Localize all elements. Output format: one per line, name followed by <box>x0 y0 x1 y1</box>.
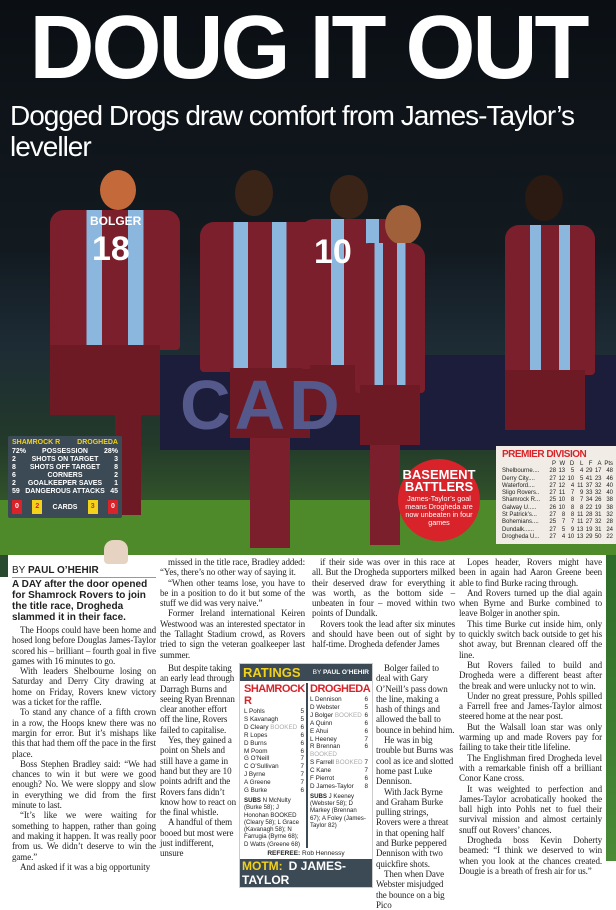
player-rating <box>244 748 304 756</box>
article-paragraph: Boss Stephen Bradley said: “We had chances to win it but were we good enough? No. We were sloppy and slow in everything we did from the first minute to last. <box>12 758 156 811</box>
player-name-text: R Brennan <box>310 743 341 751</box>
table-row <box>502 490 613 497</box>
article-paragraph: But the Walsall loan star was only warming up and made Rovers pay for failing to take their title lifeline. <box>459 721 602 753</box>
article-paragraph: “It’s like we were waiting for something to happen, rather than going and making it happen. It was really poor from us. We didn’t deserve to win the game.” <box>12 810 156 862</box>
table-cell: 38 <box>606 504 613 511</box>
shirt-number: 10 <box>314 233 352 271</box>
table-cell: 31 <box>594 512 602 519</box>
player-name <box>244 763 279 771</box>
player-rating <box>310 696 368 704</box>
stats-away-team: DROGHEDA <box>77 439 118 446</box>
booked-label: BOOKED <box>310 751 337 759</box>
article-column-3 <box>376 663 455 910</box>
stat-home: 2 <box>12 480 16 487</box>
player-name-text: R Lopes <box>244 731 268 739</box>
motm-name: D JAMES-TAYLOR <box>242 859 346 888</box>
player-score: 6 <box>364 775 368 783</box>
player-ratings-box <box>239 663 373 888</box>
player-rating <box>244 708 304 716</box>
player-rating <box>310 720 368 728</box>
table-cell: 27 <box>585 519 593 526</box>
player-name <box>244 724 297 732</box>
stat-away: 1 <box>114 480 118 487</box>
table-cell: 27 <box>549 490 557 497</box>
table-cell: 10 <box>567 533 575 540</box>
home-subs: N McNulty (Burke 58); J Honohan BOOKED (Cleary 58); L Grace (Kavanagh 58); N Farrugia (Byrne 68); D Watts (Greene 68) <box>244 796 300 848</box>
stat-home: 2 <box>12 456 16 463</box>
table-cell: Galway U..... <box>502 504 537 511</box>
table-header-cell: D <box>569 461 575 467</box>
player-rating <box>244 779 304 787</box>
table-row <box>502 476 613 483</box>
player-score: 6 <box>300 723 304 731</box>
table-cell: 25 <box>549 519 557 526</box>
table-cell: 10 <box>567 475 575 482</box>
table-cell: 27 <box>549 512 557 519</box>
cards-row <box>12 500 118 514</box>
player-name <box>244 787 267 795</box>
player-score: 7 <box>364 767 368 775</box>
table-cell: 33 <box>585 490 593 497</box>
article-column-2 <box>160 663 236 859</box>
player-score: 7 <box>364 735 368 743</box>
player-rating <box>310 728 368 736</box>
cards-label: CARDS <box>52 503 78 511</box>
player-rating <box>310 712 368 720</box>
player-score: 7 <box>300 779 304 787</box>
table-cell: 23 <box>594 475 602 482</box>
player-score: 6 <box>364 711 368 719</box>
table-cell: 19 <box>594 504 602 511</box>
player-name <box>310 696 342 704</box>
article-paragraph: This time Burke cut inside him, only to quickly switch back outside to get his shot away, but Brennan cleared off the line. <box>459 618 602 660</box>
player-name-text: L Dennison <box>310 695 342 703</box>
player-name-text: A Greene <box>244 779 271 787</box>
table-cell: Drogheda U... <box>502 533 540 540</box>
player-score: 7 <box>300 763 304 771</box>
table-cell: Waterford.... <box>502 482 535 489</box>
badge-title: BASEMENT BATTLERS <box>402 467 476 494</box>
table-cell: 9 <box>580 490 584 497</box>
subs-label: SUBS <box>310 792 327 800</box>
table-row <box>502 512 613 519</box>
table-cell: 27 <box>549 533 557 540</box>
article-paragraph: And asked if it was a big opportunity <box>20 861 151 872</box>
table-cell: 48 <box>606 468 613 475</box>
home-team-name: SHAMROCK R <box>244 682 305 707</box>
table-cell: 26 <box>549 504 557 511</box>
player-name <box>310 743 362 759</box>
adjacent-page-edge <box>606 555 616 861</box>
stat-label: SHOTS ON TARGET <box>31 456 99 463</box>
league-table-title: PREMIER DIVISION <box>502 449 587 460</box>
stat-label: POSSESSION <box>42 448 88 455</box>
player-name <box>310 767 331 775</box>
yellow-card-icon: 2 <box>32 500 42 514</box>
table-cell: 13 <box>576 533 584 540</box>
player-name-text: G Burke <box>244 787 268 795</box>
away-team-name: DROGHEDA <box>310 682 371 695</box>
table-row <box>502 497 613 504</box>
player-score: 7 <box>300 771 304 779</box>
table-cell: 29 <box>585 533 593 540</box>
stat-home: 8 <box>12 464 16 471</box>
table-cell: 10 <box>558 504 566 511</box>
player-name-text: C Kane <box>310 767 332 775</box>
match-stats-panel <box>8 436 122 518</box>
article-paragraph: But despite taking an early lead through Darragh Burns and seeing Ryan Brennan clear another effort off the line, Rovers failed to capitalise. <box>160 662 235 735</box>
motm-label: MOTM: <box>242 859 283 874</box>
article-paragraph: if their side was over in this race at all. But the Drogheda supporters milked their deserved draw for everything it was worth, as the bottom side – unbeaten in four – moved within two points of Dundalk. <box>312 557 455 619</box>
article-paragraph: A handful of them booed but most were just indifferent, unsure <box>160 817 234 859</box>
table-cell: 19 <box>585 526 593 533</box>
table-row <box>502 534 613 541</box>
player-name <box>244 708 265 716</box>
article-paragraph: But Rovers failed to build and Drogheda were a different beast after the break and were unlucky not to win. <box>459 659 602 691</box>
player-rating <box>310 704 368 712</box>
player-score: 6 <box>300 747 304 755</box>
stat-row <box>12 480 118 488</box>
ratings-author: PAUL O’HEHIR <box>323 668 369 676</box>
table-row <box>502 519 613 526</box>
table-cell: 7 <box>561 519 566 526</box>
player-name-text: L Pohls <box>244 707 265 715</box>
article-paragraph: Then when Dave Webster misjudged the bounce on a big Pico <box>376 868 445 910</box>
badge-text: James-Taylor’s goal means Drogheda are now unbeaten in four games <box>405 494 473 527</box>
man-of-the-match <box>240 859 372 887</box>
table-cell: 5 <box>580 475 584 482</box>
player-score: 6 <box>364 743 368 751</box>
player-score: 6 <box>300 787 304 795</box>
author-photo <box>104 540 128 564</box>
stat-home: 59 <box>12 488 20 495</box>
table-cell: 27 <box>549 482 557 489</box>
table-cell: 13 <box>558 468 566 475</box>
booked-label: BOOKED <box>335 759 363 767</box>
player-name-text: J Byrne <box>244 771 266 779</box>
table-cell: 8 <box>570 504 575 511</box>
player-name <box>244 779 271 787</box>
table-cell: 5 <box>561 526 566 533</box>
stat-row <box>12 488 118 496</box>
byline <box>12 565 156 578</box>
table-cell: 32 <box>594 490 602 497</box>
player-name-text: D Webster <box>310 703 340 711</box>
player-score: 5 <box>364 703 368 711</box>
adjacent-page-edge <box>0 555 8 577</box>
table-cell: 9 <box>570 526 575 533</box>
table-cell: 8 <box>570 512 575 519</box>
table-cell: 7 <box>570 519 575 526</box>
table-cell: 28 <box>585 512 593 519</box>
table-header-cell: A <box>597 461 602 467</box>
headline: DOUG IT OUT <box>29 0 587 98</box>
player-score: 7 <box>300 755 304 763</box>
table-cell: St Patrick’s... <box>502 512 537 519</box>
player-name-text: D Burns <box>244 739 267 747</box>
away-ratings <box>306 683 370 848</box>
referee-name: Rob Hennessy <box>302 850 345 858</box>
player-score: 5 <box>300 715 304 723</box>
article-paragraph: Bolger failed to deal with Gary O’Neill’s pass down the line, making a hash of things and allowed the ball to bounce in behind him. <box>376 662 455 735</box>
table-cell: 40 <box>606 482 613 489</box>
table-cell: 50 <box>594 533 602 540</box>
table-cell: 11 <box>577 512 584 519</box>
article-paragraph: missed in the title race, Bradley added: “Yes, there’s no other way of saying it. <box>160 557 305 578</box>
stat-label: GOALKEEPER SAVES <box>27 480 103 487</box>
player-score: 6 <box>364 695 368 703</box>
stat-away: 2 <box>114 472 118 479</box>
article-paragraph: “When other teams lose, you have to be in a position to do it but some of the stuff we did was very naive.” <box>160 577 305 609</box>
player-rating <box>244 755 304 763</box>
table-cell: 11 <box>577 519 584 526</box>
player-name <box>244 740 267 748</box>
player-name <box>310 775 334 783</box>
stat-row <box>12 448 118 456</box>
player-name <box>310 728 328 736</box>
article-column-3-top <box>312 557 455 650</box>
table-cell: 28 <box>606 519 613 526</box>
article-paragraph: The Hoops could have been home and hosed long before Douglas James-Taylor scored his – brilliant – fourth goal in five games with 16 minutes to go. <box>12 625 156 666</box>
table-cell: Shelbourne.... <box>502 468 540 475</box>
player-name-text: F Pierrot <box>310 775 335 783</box>
table-cell: Shamrock R... <box>502 497 541 504</box>
stat-home: 72% <box>12 448 27 455</box>
table-cell: Derry City.... <box>502 475 535 482</box>
article-paragraph: Rovers took the lead after six minutes and should have been out of sight by half-time. Drogheda defender James <box>312 618 455 650</box>
player-name <box>244 748 267 756</box>
table-header-cell: F <box>588 461 593 467</box>
table-cell: 27 <box>549 475 557 482</box>
player-rating <box>310 736 368 744</box>
player-rating <box>244 763 304 771</box>
byline-author: PAUL O’HEHIR <box>27 565 99 576</box>
table-cell: Bohemians.... <box>502 519 539 526</box>
away-subs: J Keeney (Webster 58); D Markey (Brennan 67); A Foley (James-Taylor 82) <box>310 792 366 830</box>
table-header-row <box>502 461 613 468</box>
hoarding-text: CAD <box>180 366 344 444</box>
player-rating <box>310 759 368 767</box>
stat-row <box>12 456 118 464</box>
table-cell: 40 <box>606 490 613 497</box>
basement-battlers-badge <box>398 459 480 541</box>
home-ratings <box>242 683 306 848</box>
shirt-name: BOLGER <box>90 214 142 228</box>
table-cell: 24 <box>606 526 613 533</box>
table-header-cell: P <box>552 461 557 467</box>
byline-prefix: BY <box>12 565 26 576</box>
red-card-icon: 0 <box>12 500 22 514</box>
table-cell: 32 <box>594 519 602 526</box>
table-cell: 7 <box>580 497 584 504</box>
table-header-cell <box>502 461 547 468</box>
table-cell: 13 <box>576 526 584 533</box>
booked-label: BOOKED <box>334 711 362 719</box>
table-cell: 4 <box>561 533 566 540</box>
table-row <box>502 483 613 490</box>
table-cell: 26 <box>594 497 602 504</box>
table-cell: 4 <box>580 468 584 475</box>
article-column-1 <box>12 579 156 872</box>
table-cell: 12 <box>558 482 566 489</box>
article-paragraph: He was in big trouble but Burns was cool as ice and slotted home past Luke Dennison. <box>376 735 454 787</box>
player-rating <box>244 787 304 795</box>
table-cell: 10 <box>558 497 566 504</box>
table-cell: 37 <box>585 482 593 489</box>
table-cell: 28 <box>549 468 557 475</box>
stat-away: 45 <box>110 488 118 495</box>
player-name <box>244 771 265 779</box>
player-name <box>310 783 354 791</box>
article-paragraph: With Jack Byrne and Graham Burke pulling strings, Rovers were a threat in that opening half and Burke peppered Dennison with two quickfire shots. <box>376 786 449 869</box>
player-name-text: D James-Taylor <box>310 782 354 790</box>
article-middle-region <box>160 557 455 910</box>
table-cell: 31 <box>594 526 602 533</box>
table-row <box>502 505 613 512</box>
player-rating <box>310 775 368 783</box>
player-rating <box>244 716 304 724</box>
red-card-icon: 0 <box>108 500 118 514</box>
player-name <box>244 755 269 763</box>
player-name-text: D Cleary <box>244 723 269 731</box>
table-row <box>502 468 613 475</box>
table-cell: 11 <box>558 490 566 497</box>
stat-home: 6 <box>12 472 16 479</box>
player-name-text: E Ahui <box>310 727 329 735</box>
ratings-title: RATINGS <box>243 664 301 680</box>
stat-away: 28% <box>103 448 118 455</box>
table-cell: 27 <box>549 526 557 533</box>
player-score: 6 <box>364 727 368 735</box>
subs-label: SUBS <box>244 796 261 804</box>
table-cell: Sligo Rovers.. <box>502 490 540 497</box>
player-name <box>310 712 362 720</box>
player-name-text: M Poom <box>244 747 268 755</box>
article-column-4 <box>459 557 602 876</box>
player-score: 6 <box>364 719 368 727</box>
player-rating <box>244 771 304 779</box>
player-rating <box>310 767 368 775</box>
table-header-cell: Pts <box>604 461 613 467</box>
article-paragraph: Drogheda boss Kevin Doherty beamed: “I think we deserved to win when you look at the chances created. Dougie is a breath of fresh air for us.” <box>459 835 602 876</box>
table-cell: 22 <box>585 504 593 511</box>
stat-label: SHOTS OFF TARGET <box>29 464 101 471</box>
table-row <box>502 527 613 534</box>
table-cell: Dundalk...... <box>502 526 535 533</box>
table-cell: 38 <box>606 497 613 504</box>
player-rating <box>244 740 304 748</box>
player-score: 7 <box>364 759 368 767</box>
stat-row <box>12 472 118 480</box>
shirt-number: 18 <box>92 230 130 268</box>
article-paragraph: With leaders Shelbourne losing on Saturday and Derry City drawing at home on Friday, Rovers knew victory was a ticket for the raffle. <box>12 666 156 708</box>
article-paragraph: Yes, they gained a point on Shels and still have a game in hand but they are 10 points adrift and the Rovers fans didn’t know how to react on the final whistle. <box>160 735 236 818</box>
table-cell: 11 <box>577 482 584 489</box>
player-rating <box>244 724 304 732</box>
player-name-text: S Farrell <box>310 759 334 767</box>
player-score: 8 <box>364 782 368 790</box>
stats-home-team: SHAMROCK R <box>12 439 61 446</box>
yellow-card-icon: 3 <box>88 500 98 514</box>
article-paragraph: And Rovers turned up the dial again when Byrne and Burke combined to leave Bolger in another spin. <box>459 587 602 619</box>
stat-away: 8 <box>114 464 118 471</box>
player-name-text: A Quinn <box>310 719 333 727</box>
table-cell: 29 <box>585 468 593 475</box>
article-paragraph: Former Ireland international Keiren Westwood was an interested spectator in the Tallaght Stadium crowd, as Rovers tried to sign the veteran goalkeeper last summer. <box>160 608 305 660</box>
player-rating <box>244 732 304 740</box>
ratings-by-prefix: BY <box>312 668 322 676</box>
player-name <box>310 720 332 728</box>
stat-label: CORNERS <box>47 472 83 479</box>
article-intro: A DAY after the door opened for Shamrock Rovers to join the title race, Drogheda slammed it in their face. <box>12 579 148 623</box>
table-cell: 46 <box>606 475 613 482</box>
player-name-text: L Heeney <box>310 735 337 743</box>
player-score: 5 <box>300 707 304 715</box>
player-score: 6 <box>300 731 304 739</box>
article-paragraph: Lopes header, Rovers might have been in again had Aaron Greene been able to find Burke racing through. <box>459 557 602 588</box>
table-cell: 8 <box>580 504 584 511</box>
player-rating <box>310 783 368 791</box>
stat-row <box>12 464 118 472</box>
league-table <box>496 446 616 544</box>
referee-label: REFEREE: <box>267 850 301 858</box>
table-cell: 17 <box>594 468 602 475</box>
table-cell: 32 <box>594 482 602 489</box>
player-name <box>310 759 362 767</box>
table-header-cell: L <box>580 461 584 467</box>
player-name <box>310 704 340 712</box>
player-score: 6 <box>300 739 304 747</box>
ratings-byline <box>313 669 369 676</box>
table-cell: 22 <box>606 533 613 540</box>
player-name-text: C O’Sullivan <box>244 763 279 771</box>
player-name-text: G O’Neill <box>244 755 270 763</box>
table-cell: 12 <box>558 475 566 482</box>
article-column-2-top <box>160 557 305 660</box>
table-header-cell: W <box>559 461 566 467</box>
table-cell: 25 <box>549 497 557 504</box>
stat-label: DANGEROUS ATTACKS <box>25 488 105 495</box>
table-cell: 34 <box>585 497 593 504</box>
article-paragraph: The Englishman fired Drogheda level with a remarkable finish off a brilliant Conor Kane cross. <box>459 752 602 784</box>
player-name <box>244 732 267 740</box>
table-cell: 8 <box>561 512 566 519</box>
table-cell: 7 <box>570 490 575 497</box>
player-name-text: S Kavanagh <box>244 715 279 723</box>
table-cell: 5 <box>570 468 575 475</box>
player-rating <box>310 743 368 759</box>
player-name <box>310 736 337 744</box>
table-cell: 4 <box>570 482 575 489</box>
subheadline: Dogged Drogs draw comfort from James-Taylor’s leveller <box>10 100 574 162</box>
table-cell: 32 <box>606 512 613 519</box>
player-name <box>244 716 278 724</box>
player-name-text: J Bolger <box>310 711 334 719</box>
stat-away: 3 <box>114 456 118 463</box>
article-paragraph: It was weighted to perfection and James-Taylor acrobatically hooked the ball high into Pohls net to fuel their survival mission and almost certainly snuff out Rovers’ chances. <box>459 783 602 835</box>
table-cell: 41 <box>585 475 593 482</box>
table-cell: 8 <box>570 497 575 504</box>
article-paragraph: Under no great pressure, Pohls spilled a Farrell free and James-Taylor almost steered home at the near post. <box>459 690 602 722</box>
article-paragraph: To stand any chance of a fifth crown in a row, the Hoops knew there was no margin for error. But it’s mishaps like this that had them off the pace in the first place. <box>12 707 156 759</box>
referee <box>240 850 372 857</box>
booked-label: BOOKED <box>270 723 298 731</box>
